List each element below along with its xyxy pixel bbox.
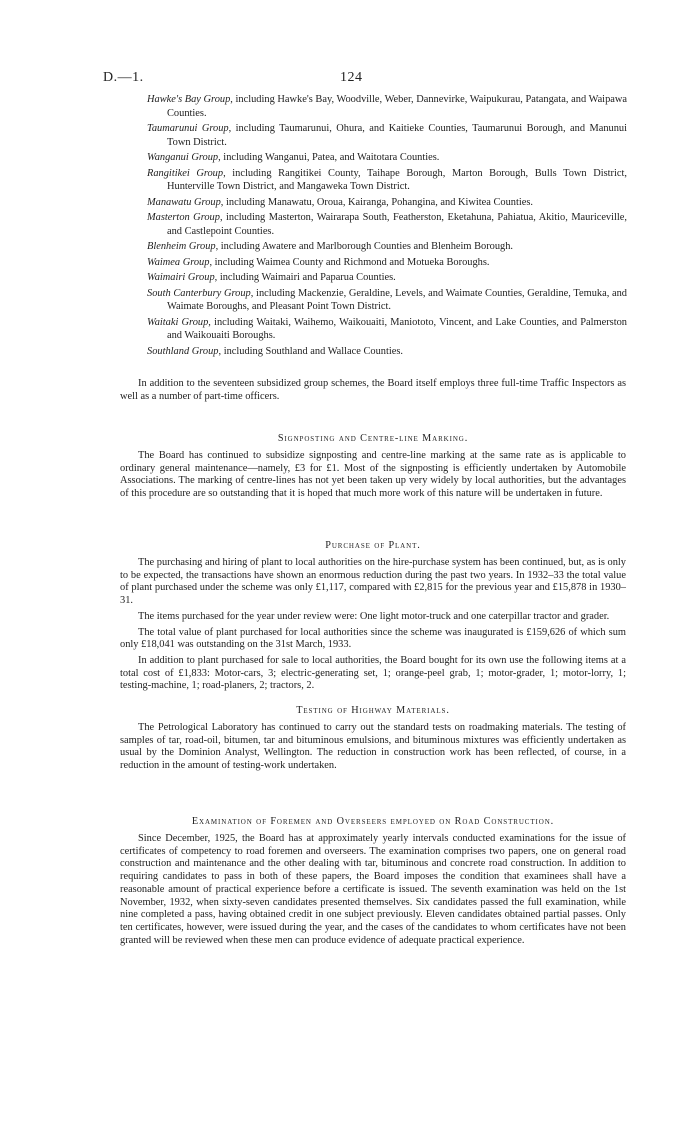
group-desc: , including Southland and Wallace Counties. — [218, 345, 404, 357]
group-name: Hawke's Bay Group — [147, 94, 231, 105]
group-name: Blenheim Group — [147, 241, 216, 253]
examination-section — [120, 816, 626, 947]
group-name: Masterton Group — [147, 212, 220, 224]
group-name: Taumarunui Group — [147, 123, 229, 135]
group-desc: , including Hawke's Bay, Woodville, Weber, Dannevirke, Waipukurau, Patangata, and Waipawa Counties. — [167, 94, 627, 119]
list-item — [147, 271, 627, 285]
group-scheme-list — [147, 93, 627, 360]
group-desc: , including Wanganui, Patea, and Waitotara Counties. — [218, 152, 440, 164]
list-item — [147, 287, 627, 314]
group-name: Southland Group — [147, 345, 219, 357]
list-item — [147, 93, 627, 120]
group-desc: , including Waimea County and Richmond and Motueka Boroughs. — [209, 256, 490, 268]
list-item — [147, 122, 627, 149]
body-paragraph: The Petrological Laboratory has continued to carry out the standard tests on roadmaking materials. The testing of samples of tar, road-oil, bitumen, tar and bituminous emulsions, and bituminous mixtures was efficiently undertaken as usual by the Dominion Analyst, Wellington. The reduction in construction work has been reflected, of course, in a reduction in the amount of testing-work undertaken. — [120, 722, 626, 772]
testing-section — [120, 705, 626, 773]
group-desc: , including Mackenzie, Geraldine, Levels, and Waimate Counties, Geraldine, Temuka, and Waimate Boroughs, and Pleasant Point Town District. — [167, 287, 627, 313]
group-desc: , including Masterton, Wairarapa South, Featherston, Eketahuna, Pahiatua, Akitio, Mauriceville, and Castlepoint Counties. — [167, 212, 627, 237]
group-desc: , including Rangitikei County, Taihape Borough, Marton Borough, Bulls Town District, Hunterville Town District, and Mangaweka Town District. — [167, 167, 627, 193]
group-desc: , including Manawatu, Oroua, Kairanga, Pohangina, and Kiwitea Counties. — [220, 196, 534, 208]
signposting-section — [120, 433, 626, 501]
list-item — [147, 211, 627, 238]
section-heading: Signposting and Centre-line Marking. — [277, 433, 469, 444]
group-desc: , including Taumarunui, Ohura, and Kaitieke Counties, Taumarunui Borough, and Manunui Town District. — [167, 123, 627, 148]
group-name: Rangitikei Group — [147, 167, 224, 179]
group-name: Manawatu Group — [147, 196, 221, 208]
document-reference: D.—1. — [103, 70, 144, 85]
list-item — [147, 167, 627, 194]
body-paragraph: In addition to plant purchased for sale to local authorities, the Board bought for its own use the following items at a total cost of £1,833: Motor-cars, 3; electric-generating set, 1; orange-peel grab, 1; motor-grader, 1; motor-lorry, 1; testing-machine, 1; road-planers, 2; tractors, 2. — [120, 654, 626, 692]
intro-section — [120, 378, 626, 403]
group-desc: , including Waimairi and Paparua Counties. — [214, 272, 396, 284]
list-item — [147, 151, 627, 165]
section-heading: Purchase of Plant. — [325, 540, 421, 551]
list-item — [147, 345, 627, 359]
intro-paragraph: In addition to the seventeen subsidized group schemes, the Board itself employs three full-time Traffic Inspectors as well as a number of part-time officers. — [120, 378, 626, 402]
group-name: South Canterbury Group — [147, 287, 251, 299]
body-paragraph: The purchasing and hiring of plant to local authorities on the hire-purchase system has been continued, but, as is only to be expected, the transactions have shown an enormous reduction during the past two years. In 1932–33 the total value of plant purchased under the scheme was only £1,117, compared with £2,815 for the previous year and £15,878 in 1930–31. — [120, 557, 626, 607]
section-heading: Examination of Foremen and Overseers employed on Road Construction. — [191, 816, 555, 827]
group-name: Waimairi Group — [147, 272, 215, 284]
body-paragraph: The items purchased for the year under review were: One light motor-truck and one caterpillar tractor and grader. — [138, 610, 610, 622]
group-name: Waimea Group — [147, 256, 210, 268]
group-desc: , including Waitaki, Waihemo, Waikouaiti, Maniototo, Vincent, and Lake Counties, and Palmerston and Waikouaiti Boroughs. — [167, 316, 627, 342]
group-name: Wanganui Group — [147, 152, 219, 164]
body-paragraph: The Board has continued to subsidize signposting and centre-line marking at the same rate as is applicable to ordinary general maintenance—namely, £3 for £1. Most of the signposting is efficiently undertaken by Automobile Associations. The marking of centre-lines has not yet been taken up very widely by local authorities, but the advantages of this procedure are so outstanding that it is hoped that much more work of this nature will be undertaken in future. — [120, 450, 626, 500]
list-item — [147, 240, 627, 254]
page-number: 124 — [340, 70, 363, 85]
list-item — [147, 196, 627, 210]
body-paragraph: Since December, 1925, the Board has at approximately yearly intervals conducted examinations for the issue of certificates of competency to road foremen and overseers. The examination comprises two papers, one on general road construction and maintenance and the other dealing with tar, bituminous and concrete road construction. In addition to requiring candidates to pass in both of these papers, the Board imposes the condition that examinees shall have a reasonable amount of practical experience before a certificate is issued. The seventh examination was held on the 1st November, 1932, when sixty-seven candidates presented themselves. Six candidates passed the full examination, while nine completed a pass, having obtained credit in one subject previously. Eleven candidates obtained partial passes. Only ten certificates, however, were issued during the year, and the cases of the candidates to whom certificates have not been granted will be reviewed when these men can produce evidence of adequate practical experience. — [120, 833, 626, 946]
plant-section — [120, 540, 626, 693]
group-desc: , including Awatere and Marlborough Counties and Blenheim Borough. — [215, 241, 514, 253]
section-heading: Testing of Highway Materials. — [296, 705, 450, 716]
list-item — [147, 256, 627, 270]
body-paragraph: The total value of plant purchased for local authorities since the scheme was inaugurated is £159,626 of which sum only £18,041 was outstanding on the 31st March, 1933. — [120, 626, 626, 651]
group-name: Waitaki Group — [147, 316, 209, 328]
list-item — [147, 316, 627, 343]
